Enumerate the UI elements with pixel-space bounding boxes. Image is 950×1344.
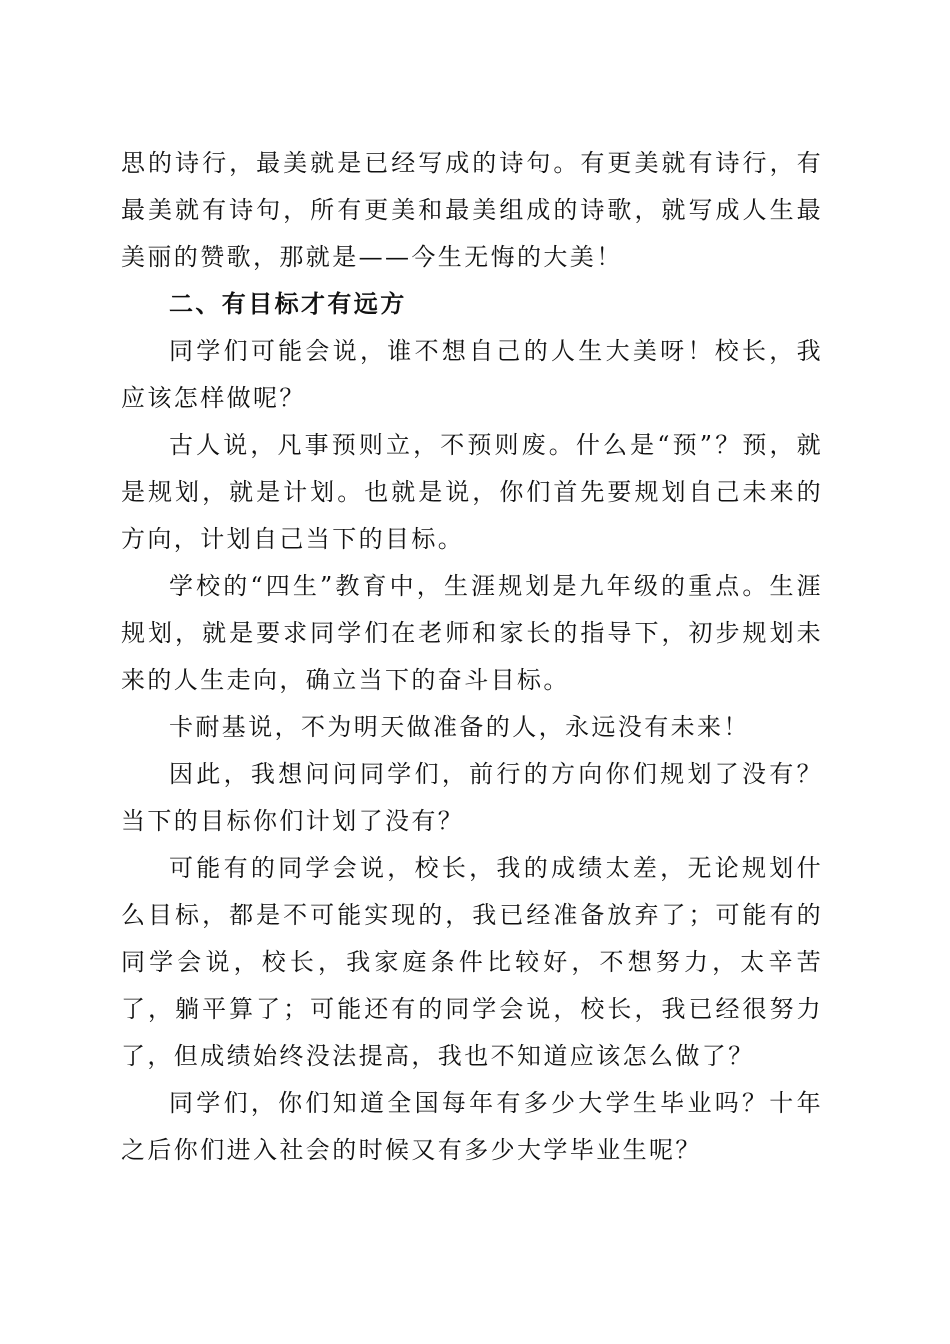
paragraph-continuation: 思的诗行，最美就是已经写成的诗句。有更美就有诗行，有最美就有诗句，所有更美和最美组成的诗歌，就写成人生最美丽的赞歌，那就是——今生无悔的大美！ (121, 149, 823, 271)
paragraph: 古人说，凡事预则立，不预则废。什么是“预”？预，就是规划，就是计划。也就是说，你们首先要规划自己未来的方向，计划自己当下的目标。 (121, 431, 823, 553)
paragraph: 因此，我想问问同学们，前行的方向你们规划了没有？当下的目标你们计划了没有？ (121, 760, 823, 835)
paragraph: 可能有的同学会说，校长，我的成绩太差，无论规划什么目标，都是不可能实现的，我已经准备放弃了；可能有的同学会说，校长，我家庭条件比较好，不想努力，太辛苦了，躺平算了；可能还有的同学会说，校长，我已经很努力了，但成绩始终没法提高，我也不知道应该怎么做了？ (121, 854, 823, 1070)
paragraph: 同学们，你们知道全国每年有多少大学生毕业吗？十年之后你们进入社会的时候又有多少大学毕业生呢？ (121, 1089, 823, 1164)
paragraph: 卡耐基说，不为明天做准备的人，永远没有未来！ (169, 713, 750, 741)
section-heading: 二、有目标才有远方 (169, 290, 407, 318)
paragraph: 学校的“四生”教育中，生涯规划是九年级的重点。生涯规划，就是要求同学们在老师和家长的指导下，初步规划未来的人生走向，确立当下的奋斗目标。 (121, 572, 823, 694)
document-body (121, 140, 823, 1174)
paragraph: 同学们可能会说，谁不想自己的人生大美呀！校长，我应该怎样做呢？ (121, 337, 823, 412)
